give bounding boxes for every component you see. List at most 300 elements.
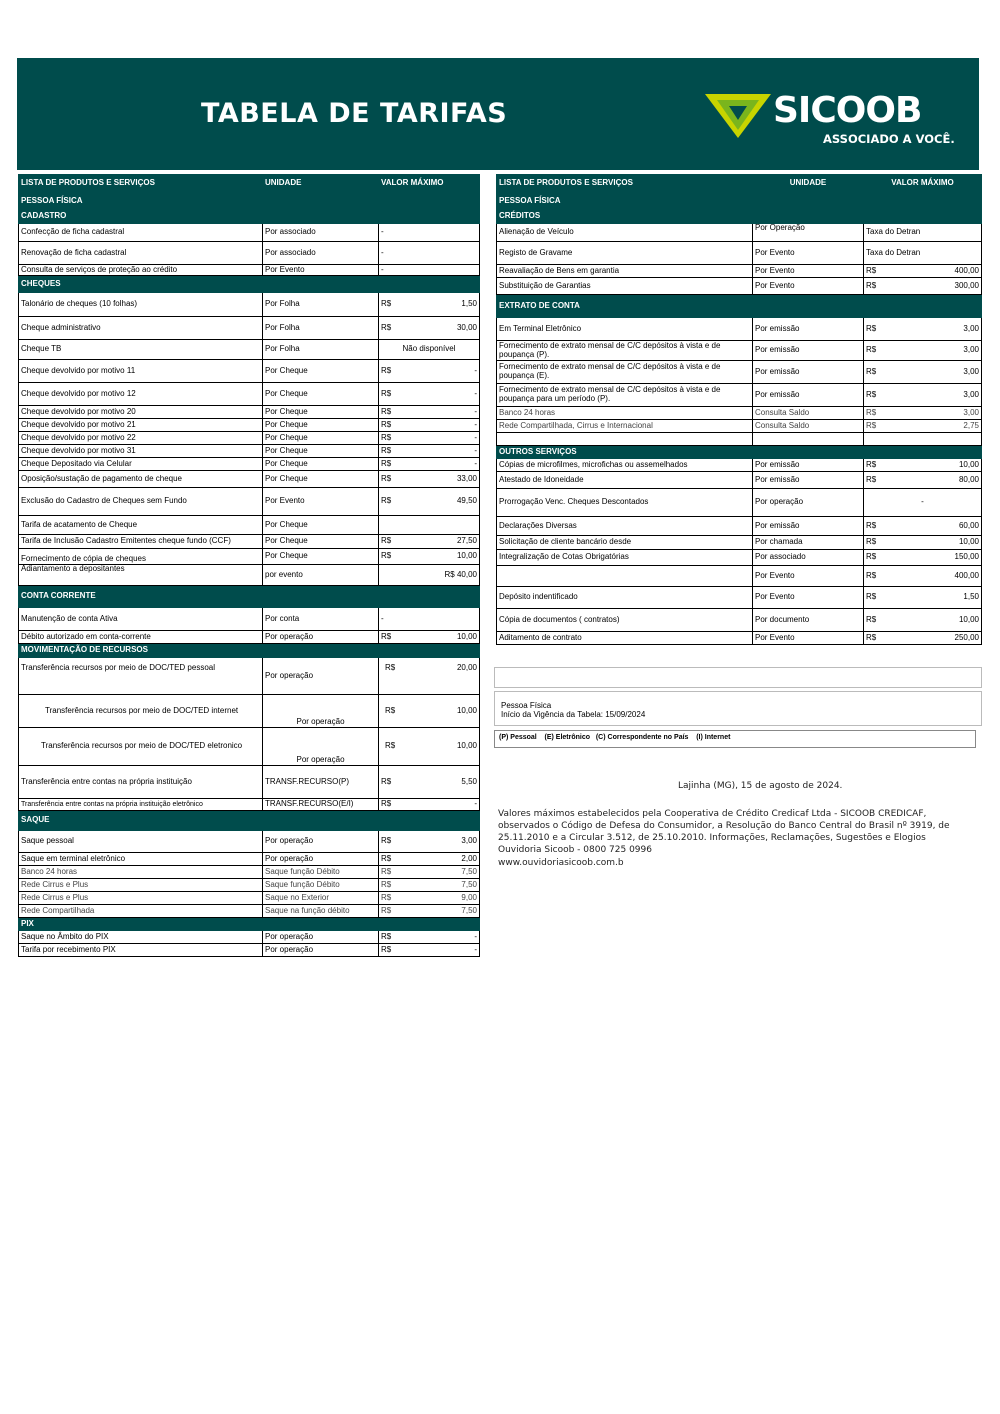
currency-label: R$ bbox=[381, 458, 392, 468]
value-cell bbox=[864, 472, 982, 489]
legend-text: (P) Pessoal (E) Eletrônico (C) Correspondente no País (I) Internet bbox=[499, 734, 731, 741]
unit-cell: Por associado bbox=[753, 550, 864, 566]
person-type: Pessoa Física bbox=[501, 701, 552, 710]
validity-date: Início da Vigência da Tabela: 15/09/2024 bbox=[501, 710, 646, 719]
table-row bbox=[19, 293, 480, 317]
amount: 7,50 bbox=[461, 879, 477, 889]
amount: 10,00 bbox=[456, 631, 477, 641]
unit-cell: Por Evento bbox=[753, 587, 864, 609]
table-row bbox=[19, 549, 480, 565]
currency-label: R$ bbox=[381, 905, 392, 915]
value-cell: - bbox=[379, 608, 480, 631]
unit-cell: Por Folha bbox=[263, 293, 379, 317]
col-service-header: LISTA DE PRODUTOS E SERVIÇOS bbox=[497, 175, 753, 193]
value-cell bbox=[379, 799, 480, 811]
value-cell bbox=[864, 517, 982, 536]
amount: 27,50 bbox=[456, 536, 477, 546]
table-row bbox=[19, 419, 480, 432]
amount: 250,00 bbox=[954, 632, 979, 642]
amount: - bbox=[474, 445, 477, 455]
service-cell: Oposição/sustação de pagamento de cheque bbox=[19, 471, 263, 488]
section-title: SAQUE bbox=[19, 811, 263, 831]
amount: 10,00 bbox=[958, 614, 979, 624]
value-cell bbox=[379, 516, 480, 535]
currency-label: R$ bbox=[381, 299, 392, 309]
amount: 7,50 bbox=[461, 905, 477, 915]
table-row bbox=[497, 632, 982, 645]
unit-cell: Saque função Débito bbox=[263, 879, 379, 892]
table-row bbox=[19, 799, 480, 811]
value-cell bbox=[864, 566, 982, 587]
service-cell: Exclusão do Cadastro de Cheques sem Fundo bbox=[19, 488, 263, 516]
currency-label: R$ bbox=[381, 799, 392, 809]
unit-cell: Por Cheque bbox=[263, 458, 379, 471]
value-cell bbox=[864, 459, 982, 472]
value-cell bbox=[379, 549, 480, 565]
service-cell: Cheque devolvido por motivo 11 bbox=[19, 360, 263, 383]
amount: 3,00 bbox=[963, 407, 979, 417]
unit-cell: Por emissão bbox=[753, 384, 864, 407]
currency-label: R$ bbox=[385, 705, 396, 715]
section-row bbox=[497, 210, 982, 224]
amount: 5,50 bbox=[461, 776, 477, 786]
currency-label: R$ bbox=[866, 345, 877, 355]
col-service-header: LISTA DE PRODUTOS E SERVIÇOS bbox=[19, 175, 263, 193]
value-cell bbox=[379, 931, 480, 944]
unit-cell: Por emissão bbox=[753, 472, 864, 489]
table-row bbox=[19, 892, 480, 905]
service-cell: Talonário de cheques (10 folhas) bbox=[19, 293, 263, 317]
unit-cell: por evento bbox=[263, 565, 379, 586]
service-cell: Confecção de ficha cadastral bbox=[19, 224, 263, 242]
amount: - bbox=[474, 799, 477, 809]
value-cell bbox=[379, 419, 480, 432]
unit-cell: Por Cheque bbox=[263, 432, 379, 445]
currency-label: R$ bbox=[866, 552, 877, 562]
amount: - bbox=[474, 388, 477, 398]
service-cell: Cheque devolvido por motivo 20 bbox=[19, 406, 263, 419]
unit-cell: Por Evento bbox=[263, 488, 379, 516]
section-title: OUTROS SERVIÇOS bbox=[497, 446, 753, 459]
currency-label: R$ bbox=[381, 365, 392, 375]
section-row bbox=[19, 811, 480, 831]
table-row bbox=[497, 459, 982, 472]
amount: 3,00 bbox=[963, 323, 979, 333]
amount: 3,00 bbox=[963, 389, 979, 399]
value-cell bbox=[379, 360, 480, 383]
currency-label: R$ bbox=[866, 280, 877, 290]
section-row bbox=[497, 446, 982, 459]
service-cell bbox=[497, 566, 753, 587]
table-row bbox=[19, 658, 480, 695]
service-cell: Rede Cirrus e Plus bbox=[19, 879, 263, 892]
section-row bbox=[19, 276, 480, 293]
value-cell bbox=[379, 831, 480, 853]
currency-label: R$ bbox=[381, 879, 392, 889]
currency-label: R$ bbox=[866, 407, 877, 417]
unit-cell: Por operação bbox=[263, 931, 379, 944]
service-cell: Banco 24 horas bbox=[19, 866, 263, 879]
currency-label: R$ bbox=[866, 474, 877, 484]
amount: - bbox=[474, 944, 477, 954]
service-cell: Adiantamento a depositantes bbox=[19, 565, 263, 586]
value-cell bbox=[864, 632, 982, 645]
value-cell bbox=[379, 728, 480, 766]
value-cell bbox=[379, 866, 480, 879]
amount: 30,00 bbox=[456, 322, 477, 332]
table-row bbox=[19, 516, 480, 535]
value-cell bbox=[379, 535, 480, 549]
value-cell: - bbox=[864, 489, 982, 517]
table-row bbox=[19, 265, 480, 276]
unit-cell: Por operação bbox=[753, 489, 864, 517]
value-cell bbox=[379, 879, 480, 892]
table-row bbox=[19, 608, 480, 631]
table-row bbox=[19, 931, 480, 944]
unit-cell: Por emissão bbox=[753, 341, 864, 361]
currency-label: R$ bbox=[866, 537, 877, 547]
table-row bbox=[19, 944, 480, 957]
table-row bbox=[19, 224, 480, 242]
validity-box bbox=[494, 691, 982, 726]
section-row bbox=[497, 295, 982, 318]
value-cell bbox=[864, 420, 982, 433]
unit-cell: Por Evento bbox=[753, 278, 864, 295]
table-header bbox=[19, 175, 480, 193]
service-cell: Declarações Diversas bbox=[497, 517, 753, 536]
empty-box bbox=[494, 667, 982, 688]
service-cell: Depósito indentificado bbox=[497, 587, 753, 609]
service-cell: Tarifa de Inclusão Cadastro Emitentes cheque fundo (CCF) bbox=[19, 535, 263, 549]
currency-label: R$ bbox=[381, 551, 392, 561]
table-subheader bbox=[19, 193, 480, 210]
table-row bbox=[19, 565, 480, 586]
value-cell bbox=[864, 609, 982, 632]
table-row bbox=[497, 242, 982, 265]
amount: 2,00 bbox=[461, 853, 477, 863]
table-row bbox=[497, 587, 982, 609]
legal-paragraph: Valores máximos estabelecidos pela Cooperativa de Crédito Credicaf Ltda - SICOOB CREDICAF, observados o Código de Defesa do Consumidor, a Resolução do Banco Central do Brasil nº 3919, de 25.11.2010 e a Circular 3.512, de 25.10.2010. Informações, Reclamações, Sugestões e Elogios Ouvidoria Sicoob - 0800 725 0996 bbox=[498, 809, 950, 856]
currency-label: R$ bbox=[381, 496, 392, 506]
service-cell: Transferência recursos por meio de DOC/TED eletronico bbox=[19, 728, 263, 766]
service-cell: Transferência recursos por meio de DOC/TED internet bbox=[19, 695, 263, 728]
value-cell: - bbox=[379, 265, 480, 276]
unit-cell: Por operação bbox=[263, 631, 379, 644]
table-row bbox=[497, 550, 982, 566]
amount: 400,00 bbox=[954, 265, 979, 275]
currency-label: R$ bbox=[381, 866, 392, 876]
value-cell: R$ 40,00 bbox=[379, 565, 480, 586]
service-cell: Atestado de Idoneidade bbox=[497, 472, 753, 489]
table-row bbox=[19, 488, 480, 516]
table-row bbox=[497, 536, 982, 550]
table-row bbox=[19, 631, 480, 644]
table-row bbox=[19, 360, 480, 383]
service-cell: Fornecimento de extrato mensal de C/C depósitos à vista e de poupança (P). bbox=[497, 341, 753, 361]
amount: 7,50 bbox=[461, 866, 477, 876]
service-cell: Transferência entre contas na própria instituição eletrônico bbox=[19, 799, 263, 811]
value-cell bbox=[864, 265, 982, 278]
unit-cell: Por operação bbox=[263, 695, 379, 728]
amount: - bbox=[474, 458, 477, 468]
amount: 49,50 bbox=[456, 496, 477, 506]
currency-label: R$ bbox=[381, 432, 392, 442]
amount: 1,50 bbox=[963, 592, 979, 602]
value-cell bbox=[864, 550, 982, 566]
col-unit-header: UNIDADE bbox=[263, 175, 379, 193]
amount: - bbox=[474, 931, 477, 941]
unit-cell: Por emissão bbox=[753, 459, 864, 472]
table-row bbox=[19, 242, 480, 265]
currency-label: R$ bbox=[866, 632, 877, 642]
service-cell: Prorrogação Venc. Cheques Descontados bbox=[497, 489, 753, 517]
page-title: TABELA DE TARIFAS bbox=[201, 98, 508, 129]
service-cell: Integralização de Cotas Obrigatórias bbox=[497, 550, 753, 566]
table-row bbox=[497, 566, 982, 587]
service-cell: Rede Compartilhada, Cirrus e Internacional bbox=[497, 420, 753, 433]
section-title: CHEQUES bbox=[19, 276, 263, 293]
value-cell bbox=[379, 853, 480, 866]
currency-label: R$ bbox=[381, 406, 392, 416]
table-row bbox=[19, 535, 480, 549]
table-row bbox=[497, 517, 982, 536]
value-cell bbox=[864, 407, 982, 420]
unit-cell: Por operação bbox=[263, 853, 379, 866]
amount: 10,00 bbox=[958, 459, 979, 469]
logo-tagline: ASSOCIADO A VOCÊ. bbox=[823, 132, 955, 146]
currency-label: R$ bbox=[381, 931, 392, 941]
unit-cell: Por Evento bbox=[753, 265, 864, 278]
legend-box bbox=[494, 730, 976, 748]
service-cell: Cheque Depositado via Celular bbox=[19, 458, 263, 471]
service-cell: Cheque devolvido por motivo 21 bbox=[19, 419, 263, 432]
table-row bbox=[19, 406, 480, 419]
unit-cell: TRANSF.RECURSO(E/I) bbox=[263, 799, 379, 811]
table-row bbox=[19, 905, 480, 918]
value-cell bbox=[379, 432, 480, 445]
ombudsman-site: www.ouvidoriasicoob.com.b bbox=[498, 857, 624, 868]
currency-label: R$ bbox=[866, 389, 877, 399]
unit-cell: Por Cheque bbox=[263, 445, 379, 458]
unit-cell: Por emissão bbox=[753, 517, 864, 536]
currency-label: R$ bbox=[385, 741, 396, 751]
currency-label: R$ bbox=[381, 536, 392, 546]
unit-cell: Por Evento bbox=[753, 566, 864, 587]
currency-label: R$ bbox=[381, 473, 392, 483]
service-cell: Alienação de Veículo bbox=[497, 224, 753, 242]
unit-cell: Por Cheque bbox=[263, 471, 379, 488]
table-row bbox=[19, 458, 480, 471]
table-row bbox=[497, 609, 982, 632]
amount: 3,00 bbox=[963, 345, 979, 355]
right-tariff-table bbox=[496, 174, 982, 645]
service-cell: Débito autorizado em conta-corrente bbox=[19, 631, 263, 644]
value-cell: Taxa do Detran bbox=[864, 242, 982, 265]
currency-label: R$ bbox=[866, 420, 877, 430]
unit-cell: Por Folha bbox=[263, 340, 379, 360]
unit-cell: Por Cheque bbox=[263, 516, 379, 535]
service-cell: Tarifa por recebimento PIX bbox=[19, 944, 263, 957]
currency-label: R$ bbox=[866, 570, 877, 580]
service-cell: Saque pessoal bbox=[19, 831, 263, 853]
table-row bbox=[497, 265, 982, 278]
section-title: CRÉDITOS bbox=[497, 210, 753, 224]
amount: 80,00 bbox=[958, 474, 979, 484]
unit-cell: Por emissão bbox=[753, 361, 864, 384]
table-row bbox=[19, 383, 480, 406]
pessoa-fisica-label: PESSOA FÍSICA bbox=[497, 193, 982, 210]
table-row bbox=[497, 318, 982, 341]
amount: 60,00 bbox=[958, 520, 979, 530]
currency-label: R$ bbox=[866, 366, 877, 376]
col-value-header: VALOR MÁXIMO bbox=[864, 175, 982, 193]
table-row bbox=[497, 433, 982, 446]
unit-cell: Por operação bbox=[263, 728, 379, 766]
value-cell: Taxa do Detran bbox=[864, 224, 982, 242]
amount: 1,50 bbox=[461, 299, 477, 309]
value-cell bbox=[379, 445, 480, 458]
service-cell: Cópia de documentos ( contratos) bbox=[497, 609, 753, 632]
currency-label: R$ bbox=[866, 265, 877, 275]
section-row bbox=[19, 586, 480, 608]
amount: - bbox=[474, 365, 477, 375]
table-row bbox=[497, 407, 982, 420]
currency-label: R$ bbox=[866, 520, 877, 530]
left-tariff-table bbox=[18, 174, 480, 957]
value-cell bbox=[864, 587, 982, 609]
currency-label: R$ bbox=[866, 592, 877, 602]
amount: 10,00 bbox=[456, 741, 477, 751]
currency-label: R$ bbox=[866, 459, 877, 469]
service-cell: Tarifa de acatamento de Cheque bbox=[19, 516, 263, 535]
unit-cell: Por Cheque bbox=[263, 383, 379, 406]
currency-label: R$ bbox=[381, 631, 392, 641]
currency-label: R$ bbox=[381, 853, 392, 863]
unit-cell: Por Cheque bbox=[263, 549, 379, 565]
unit-cell: TRANSF.RECURSO(P) bbox=[263, 766, 379, 799]
section-title: CONTA CORRENTE bbox=[19, 586, 263, 608]
value-cell bbox=[379, 458, 480, 471]
currency-label: R$ bbox=[381, 322, 392, 332]
unit-cell: Saque função Débito bbox=[263, 866, 379, 879]
table-row bbox=[19, 340, 480, 360]
table-row bbox=[19, 853, 480, 866]
table-row bbox=[19, 695, 480, 728]
value-cell bbox=[379, 383, 480, 406]
value-cell bbox=[864, 384, 982, 407]
table-row bbox=[19, 317, 480, 340]
service-cell: Cheque administrativo bbox=[19, 317, 263, 340]
amount: 3,00 bbox=[963, 366, 979, 376]
unit-cell: Por Evento bbox=[753, 242, 864, 265]
value-cell bbox=[864, 341, 982, 361]
amount: 10,00 bbox=[958, 537, 979, 547]
sicoob-logo-icon bbox=[703, 92, 773, 140]
section-title: PIX bbox=[19, 918, 263, 931]
service-cell: Cheque devolvido por motivo 12 bbox=[19, 383, 263, 406]
section-row bbox=[19, 644, 480, 658]
service-cell: Cheque devolvido por motivo 31 bbox=[19, 445, 263, 458]
amount: - bbox=[474, 419, 477, 429]
amount: 33,00 bbox=[456, 473, 477, 483]
currency-label: R$ bbox=[381, 388, 392, 398]
table-subheader bbox=[497, 193, 982, 210]
service-cell: Manutenção de conta Ativa bbox=[19, 608, 263, 631]
col-value-header: VALOR MÁXIMO bbox=[379, 175, 480, 193]
service-cell: Rede Cirrus e Plus bbox=[19, 892, 263, 905]
table-row bbox=[497, 420, 982, 433]
value-cell bbox=[379, 905, 480, 918]
unit-cell: Por Folha bbox=[263, 317, 379, 340]
currency-label: R$ bbox=[381, 776, 392, 786]
value-cell bbox=[864, 361, 982, 384]
service-cell: Renovação de ficha cadastral bbox=[19, 242, 263, 265]
service-cell: Registo de Gravame bbox=[497, 242, 753, 265]
service-cell: Rede Compartilhada bbox=[19, 905, 263, 918]
pessoa-fisica-label: PESSOA FÍSICA bbox=[19, 193, 480, 210]
service-cell: Fornecimento de extrato mensal de C/C depósitos à vista e de poupança para um período (P). bbox=[497, 384, 753, 407]
section-row bbox=[19, 918, 480, 931]
service-cell: Aditamento de contrato bbox=[497, 632, 753, 645]
value-cell bbox=[864, 536, 982, 550]
service-cell: Transferência recursos por meio de DOC/TED pessoal bbox=[19, 658, 263, 695]
value-cell bbox=[379, 658, 480, 695]
unit-cell: Por Cheque bbox=[263, 535, 379, 549]
service-cell: Fornecimento de cópia de cheques bbox=[19, 549, 263, 565]
service-cell: Solicitação de cliente bancário desde bbox=[497, 536, 753, 550]
value-cell bbox=[379, 471, 480, 488]
amount: 9,00 bbox=[461, 892, 477, 902]
table-row bbox=[497, 472, 982, 489]
table-row bbox=[19, 432, 480, 445]
value-cell bbox=[864, 318, 982, 341]
table-row bbox=[497, 361, 982, 384]
unit-cell: Por Operação bbox=[753, 224, 864, 242]
service-cell: Cheque devolvido por motivo 22 bbox=[19, 432, 263, 445]
currency-label: R$ bbox=[381, 836, 392, 846]
unit-cell: Por emissão bbox=[753, 318, 864, 341]
unit-cell: Por Evento bbox=[263, 265, 379, 276]
sicoob-logo bbox=[703, 90, 955, 148]
currency-label: R$ bbox=[866, 614, 877, 624]
table-row bbox=[19, 831, 480, 853]
unit-cell: Por operação bbox=[263, 831, 379, 853]
table-row bbox=[497, 278, 982, 295]
place-date: Lajinha (MG), 15 de agosto de 2024. bbox=[678, 781, 843, 791]
service-cell: Cópias de microfilmes, microfichas ou assemelhados bbox=[497, 459, 753, 472]
table-row bbox=[19, 471, 480, 488]
value-cell: - bbox=[379, 224, 480, 242]
value-cell bbox=[379, 293, 480, 317]
table-row bbox=[497, 224, 982, 242]
unit-cell: Consulta Saldo bbox=[753, 407, 864, 420]
table-row bbox=[19, 766, 480, 799]
amount: 10,00 bbox=[456, 705, 477, 715]
currency-label: R$ bbox=[381, 419, 392, 429]
amount: 300,00 bbox=[954, 280, 979, 290]
header-banner bbox=[17, 58, 979, 170]
unit-cell: Por Cheque bbox=[263, 406, 379, 419]
section-title: EXTRATO DE CONTA bbox=[497, 295, 753, 318]
currency-label: R$ bbox=[385, 663, 396, 672]
unit-cell: Consulta Saldo bbox=[753, 420, 864, 433]
amount: 10,00 bbox=[456, 551, 477, 561]
unit-cell: Por Cheque bbox=[263, 360, 379, 383]
unit-cell: Por operação bbox=[263, 658, 379, 695]
service-cell: Saque em terminal eletrônico bbox=[19, 853, 263, 866]
unit-cell: Por Cheque bbox=[263, 419, 379, 432]
value-cell bbox=[379, 406, 480, 419]
